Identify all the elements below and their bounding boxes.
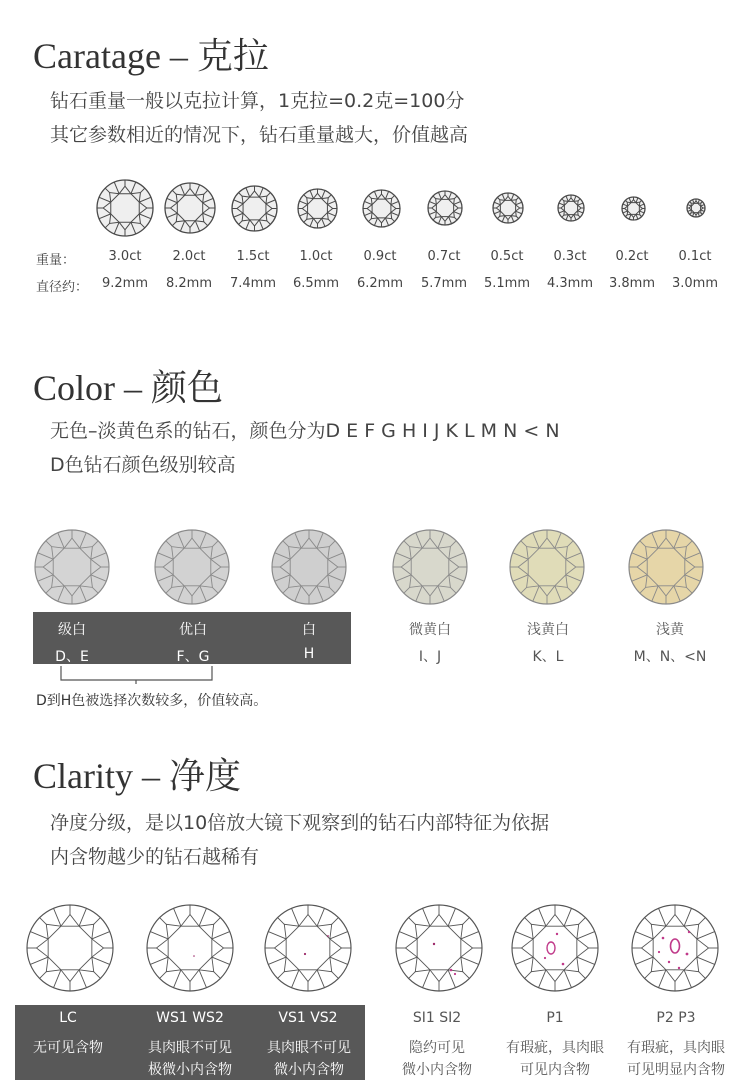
color-diamond bbox=[33, 528, 111, 606]
clarity-grade-desc: 微小内含物 bbox=[274, 1062, 344, 1078]
diameter-value: 5.7mm bbox=[420, 276, 467, 291]
weight-value: 3.0ct bbox=[108, 249, 142, 264]
carat-diamond bbox=[426, 189, 464, 227]
color-grade-code: I、J bbox=[418, 649, 442, 665]
clarity-grade-desc: 无可见含物 bbox=[33, 1040, 103, 1056]
clarity-desc-line1: 净度分级，是以10倍放大镜下观察到的钻石内部特征为依据 bbox=[50, 812, 550, 834]
clarity-grade-desc: 可见内含物 bbox=[520, 1062, 590, 1078]
color-grade-name: 白 bbox=[302, 622, 316, 638]
color-diamond bbox=[508, 528, 586, 606]
clarity-grade-desc: 可见明显内含物 bbox=[627, 1062, 725, 1078]
clarity-diamond-diagram bbox=[145, 903, 235, 993]
diameter-value: 3.0mm bbox=[671, 276, 718, 291]
clarity-diamond-diagram bbox=[630, 903, 720, 993]
color-grade-code: H bbox=[303, 646, 315, 662]
clarity-grade-desc: 具肉眼不可见 bbox=[148, 1040, 232, 1056]
clarity-grade-code: LC bbox=[59, 1010, 77, 1026]
weight-value: 0.7ct bbox=[427, 249, 461, 264]
color-grade-code: K、L bbox=[532, 649, 564, 665]
clarity-grade-code: P1 bbox=[546, 1010, 564, 1026]
clarity-diamond-diagram bbox=[394, 903, 484, 993]
diameter-value: 9.2mm bbox=[101, 276, 148, 291]
carat-diamond bbox=[491, 191, 525, 225]
carat-diamond bbox=[163, 181, 217, 235]
color-grade-code: M、N、<N bbox=[633, 649, 707, 665]
color-grade-name: 优白 bbox=[179, 622, 207, 638]
carat-diamond bbox=[685, 197, 707, 219]
color-title: Color – 颜色 bbox=[33, 368, 224, 408]
color-diamond bbox=[391, 528, 469, 606]
carat-diamond bbox=[361, 188, 402, 229]
clarity-grade-code: SI1 SI2 bbox=[412, 1010, 462, 1026]
clarity-grade-code: WS1 WS2 bbox=[156, 1010, 224, 1026]
weight-value: 1.5ct bbox=[236, 249, 270, 264]
diameter-label: 直径约： bbox=[36, 280, 89, 295]
carat-diamond bbox=[95, 178, 155, 238]
color-diamond bbox=[627, 528, 705, 606]
weight-label: 重量： bbox=[36, 253, 76, 268]
carat-desc-line2: 其它参数相近的情况下，钻石重量越大，价值越高 bbox=[50, 124, 469, 146]
carat-diamond bbox=[556, 193, 586, 223]
color-desc-line2: D色钻石颜色级别较高 bbox=[50, 454, 236, 476]
weight-value: 2.0ct bbox=[172, 249, 206, 264]
color-diamond bbox=[270, 528, 348, 606]
clarity-grade-desc: 极微小内含物 bbox=[148, 1062, 232, 1078]
clarity-grade-code: VS1 VS2 bbox=[278, 1010, 338, 1026]
diameter-value: 8.2mm bbox=[165, 276, 212, 291]
color-diamond bbox=[153, 528, 231, 606]
diameter-value: 3.8mm bbox=[608, 276, 655, 291]
clarity-title: Clarity – 净度 bbox=[33, 756, 241, 796]
clarity-grade-desc: 隐约可见 bbox=[409, 1040, 465, 1056]
diameter-value: 4.3mm bbox=[546, 276, 593, 291]
clarity-grade-code: P2 P3 bbox=[656, 1010, 696, 1026]
carat-diamond bbox=[296, 187, 339, 230]
color-grade-name: 浅黄白 bbox=[527, 622, 569, 638]
color-note: D到H色被选择次数较多，价值较高。 bbox=[36, 693, 268, 709]
clarity-grade-desc: 具肉眼不可见 bbox=[267, 1040, 351, 1056]
diameter-value: 7.4mm bbox=[229, 276, 276, 291]
carat-diamond bbox=[620, 195, 647, 222]
clarity-desc-line2: 内含物越少的钻石越稀有 bbox=[50, 846, 260, 868]
color-desc-line1: 无色–淡黄色系的钻石，颜色分为D E F G H I J K L M N < N bbox=[50, 420, 560, 442]
weight-value: 0.2ct bbox=[615, 249, 649, 264]
clarity-grade-desc: 有瑕疵，具肉眼 bbox=[506, 1040, 604, 1056]
weight-value: 0.3ct bbox=[553, 249, 587, 264]
carat-title: Caratage – 克拉 bbox=[33, 36, 269, 76]
color-grade-name: 微黄白 bbox=[409, 622, 451, 638]
color-grade-code: F、G bbox=[176, 649, 210, 665]
color-grade-name: 浅黄 bbox=[656, 622, 684, 638]
color-grade-code: D、E bbox=[55, 649, 89, 665]
weight-value: 0.9ct bbox=[363, 249, 397, 264]
clarity-diamond-diagram bbox=[510, 903, 600, 993]
color-grade-bracket bbox=[60, 666, 220, 684]
clarity-grade-desc: 有瑕疵，具肉眼 bbox=[627, 1040, 725, 1056]
carat-diamond bbox=[230, 184, 279, 233]
diameter-value: 5.1mm bbox=[483, 276, 530, 291]
clarity-diamond-diagram bbox=[263, 903, 353, 993]
clarity-diamond-diagram bbox=[25, 903, 115, 993]
carat-desc-line1: 钻石重量一般以克拉计算，1克拉=0.2克=100分 bbox=[50, 90, 465, 112]
diameter-value: 6.2mm bbox=[356, 276, 403, 291]
weight-value: 0.1ct bbox=[678, 249, 712, 264]
weight-value: 1.0ct bbox=[299, 249, 333, 264]
diameter-value: 6.5mm bbox=[292, 276, 339, 291]
color-grade-name: 级白 bbox=[58, 622, 86, 638]
weight-value: 0.5ct bbox=[490, 249, 524, 264]
clarity-grade-desc: 微小内含物 bbox=[402, 1062, 472, 1078]
